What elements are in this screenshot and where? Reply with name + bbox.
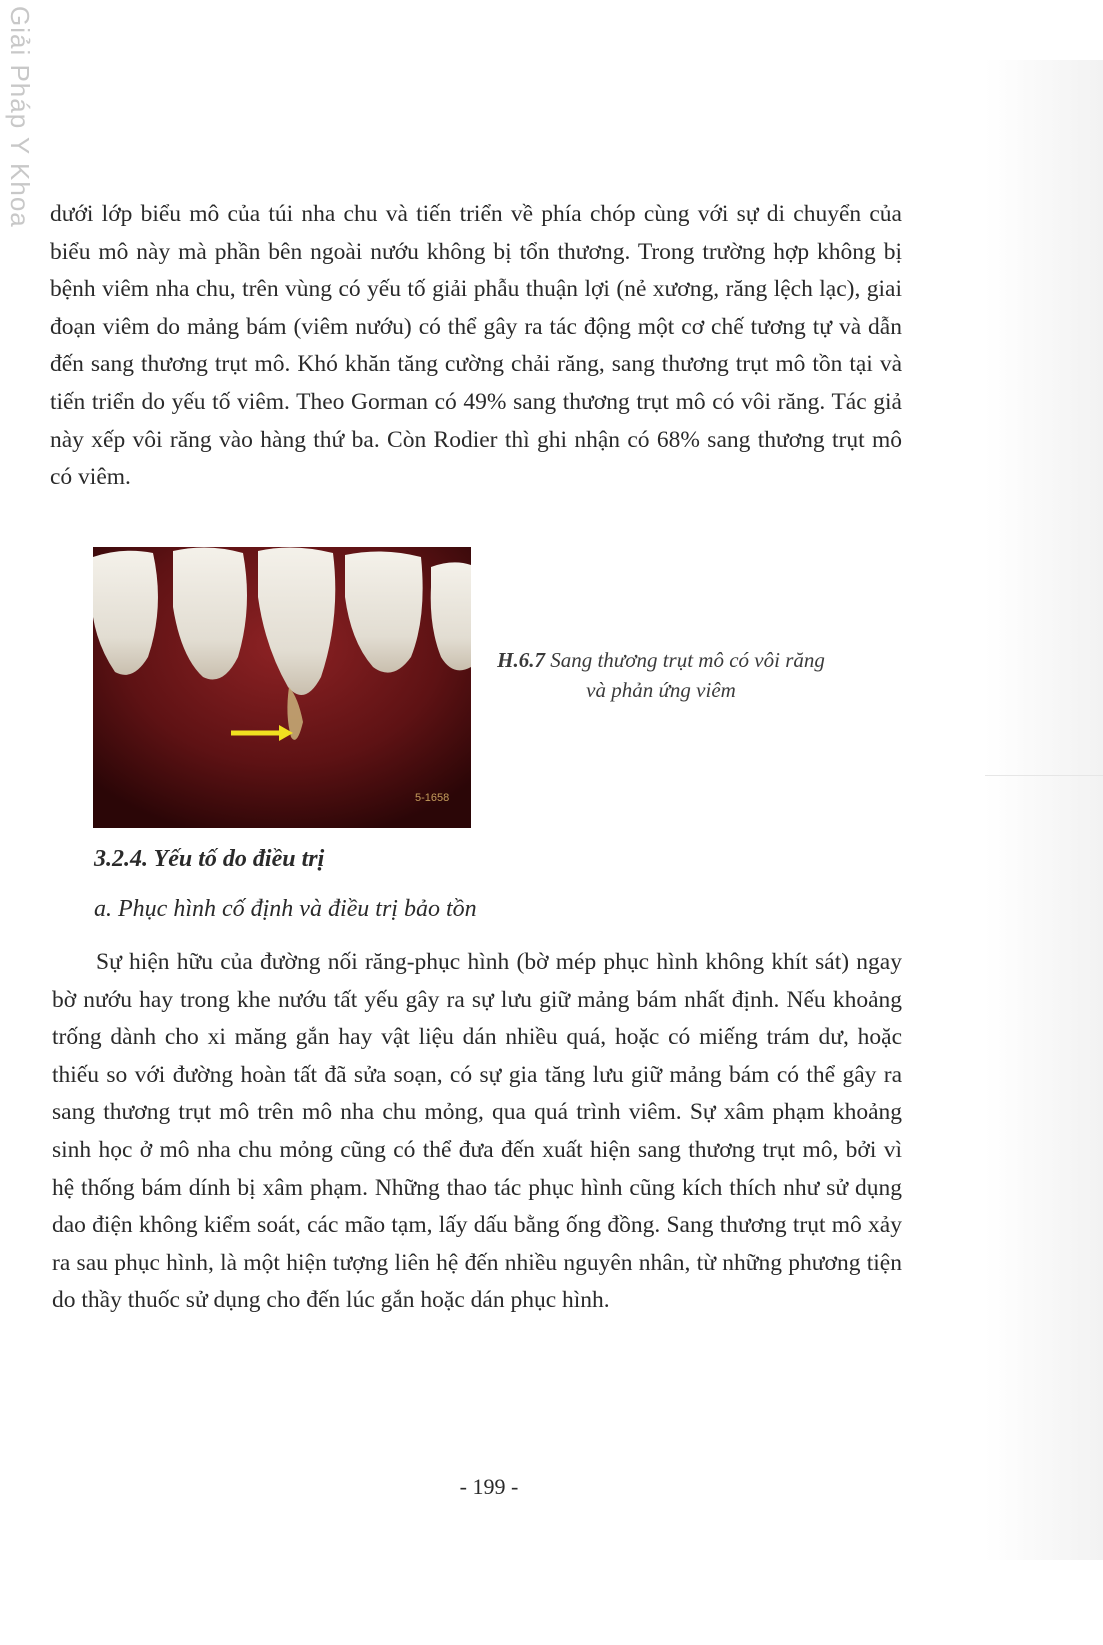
subsection-heading: a. Phục hình cố định và điều trị bảo tồn — [94, 896, 477, 922]
figure-caption-text: Sang thương trụt mô có vôi răng và phản ứng viêm — [550, 648, 825, 702]
figure-caption — [496, 645, 826, 705]
page-number: - 199 - — [459, 1474, 519, 1499]
section-heading: 3.2.4. Yếu tố do điều trị — [94, 846, 325, 872]
watermark: Giải Pháp Y Khoa — [5, 6, 35, 228]
figure-caption-label: H.6.7 — [497, 648, 545, 672]
photo-stamp: 5-1658 — [415, 792, 450, 804]
paragraph-intro: dưới lớp biểu mô của túi nha chu và tiến triển về phía chóp cùng với sự di chuyển của biểu mô này mà phần bên ngoài nướu không bị tổn thương. Trong trường hợp không bị bệnh viêm nha chu, trên vùng có yếu tố giải phẫu thuận lợi (nẻ xương, răng lệch lạc), giai đoạn viêm do mảng bám (viêm nướu) có thể gây ra tác động một cơ chế tương tự và dẫn đến sang thương trụt mô. Khó khăn tăng cường chải răng, sang thương trụt mô tồn tại và tiến triển do yếu tố viêm. Theo Gorman có 49% sang thương trụt mô có vôi răng. Tác giả này xếp vôi răng vào hàng thứ ba. Còn Rodier thì ghi nhận có 68% sang thương trụt mô có viêm. — [50, 201, 902, 491]
paragraph-restorations: Sự hiện hữu của đường nối răng-phục hình (bờ mép phục hình không khít sát) ngay bờ nướu hay trong khe nướu tất yếu gây ra sự lưu giữ mảng bám nhất định. Nếu khoảng trống dành cho xi măng gắn hay vật liệu dán nhiều quá, hoặc có miếng trám dư, hoặc thiếu so với đường hoàn tất đã sửa soạn, có sự gia tăng lưu giữ mảng bám có thể gây ra sang thương trụt mô trên mô nha chu mỏng, qua quá trình viêm. Sự xâm phạm khoảng sinh học ở mô nha chu mỏng cũng có thể đưa đến xuất hiện sang thương trụt mô, bởi vì hệ thống bám dính bị xâm phạm. Những thao tác phục hình cũng kích thích như sử dụng dao điện không kiểm soát, các mão tạm, lấy dấu bằng ống đồng. Sang thương trụt mô xảy ra sau phục hình, là một hiện tượng liên hệ đến nhiều nguyên nhân, từ những phương tiện do thầy thuốc sử dụng cho đến lúc gắn hoặc dán phục hình. — [52, 949, 902, 1314]
page-edge-shadow — [985, 60, 1103, 1560]
dental-photo-illustration — [93, 547, 471, 828]
dental-photo — [93, 547, 471, 828]
page-edge-line — [985, 775, 1103, 776]
